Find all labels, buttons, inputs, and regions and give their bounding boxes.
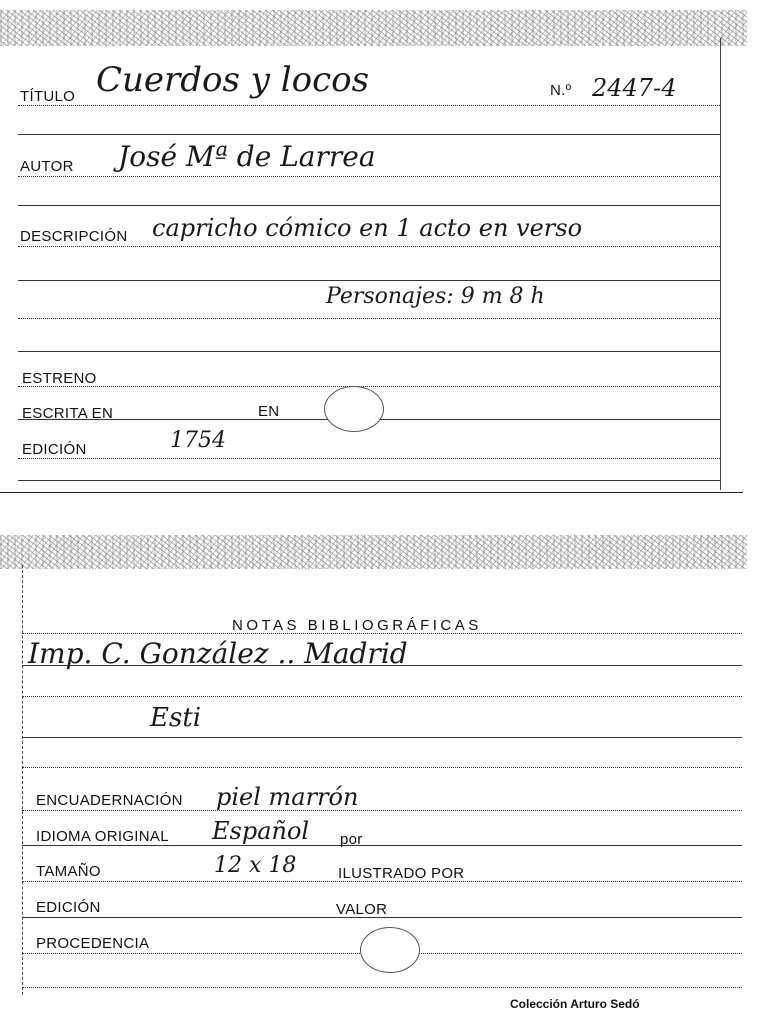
tamano-value: 12 x 18 — [214, 853, 297, 878]
idioma-value: Español — [212, 817, 310, 845]
descripcion-value: capricho cómico en 1 acto en verso — [152, 214, 583, 242]
rule-1 — [18, 134, 720, 135]
rule-edicion — [18, 458, 720, 459]
rule-autor — [18, 176, 720, 177]
rule-n1 — [22, 665, 742, 666]
rule-estreno — [18, 386, 720, 387]
rule-personajes — [18, 318, 720, 319]
estreno-label: ESTRENO — [22, 370, 97, 387]
scan-noise-border — [0, 10, 747, 46]
notas-title: NOTAS BIBLIOGRÁFICAS — [232, 617, 482, 634]
rule-descripcion — [18, 246, 720, 247]
card-separator — [0, 492, 743, 493]
collection-footer: Colección Arturo Sedó — [510, 997, 640, 1011]
edicion-value: 1754 — [170, 428, 226, 453]
rule-idioma — [22, 845, 742, 846]
titulo-value: Cuerdos y locos — [96, 60, 370, 100]
tamano-label: TAMAÑO — [36, 863, 101, 880]
punch-hole — [324, 386, 384, 432]
en-label: EN — [258, 403, 280, 420]
rule-n3 — [22, 737, 742, 738]
idioma-label: IDIOMA ORIGINAL — [36, 828, 169, 845]
catalog-card-bottom — [0, 535, 759, 1028]
escrita-en-label: ESCRITA EN — [22, 405, 114, 422]
numero-label: N.º — [550, 82, 572, 99]
encuadernacion-label: ENCUADERNACIÓN — [36, 792, 183, 809]
descripcion-label: DESCRIPCIÓN — [20, 228, 128, 245]
card-right-edge — [720, 38, 721, 490]
rule-tamano — [22, 881, 742, 882]
titulo-label: TÍTULO — [20, 88, 76, 105]
notas-line-2: Esti — [150, 703, 202, 733]
edicion-bottom-label: EDICIÓN — [36, 899, 101, 916]
numero-value: 2447-4 — [592, 74, 677, 102]
scan-noise-border — [0, 535, 747, 569]
notas-line-1: Imp. C. González .. Madrid — [28, 637, 408, 670]
rule-n2 — [22, 696, 742, 697]
edicion-label: EDICIÓN — [22, 441, 87, 458]
rule-3 — [18, 280, 720, 281]
ilustrado-por-label: ILUSTRADO POR — [338, 865, 465, 882]
card-left-edge — [22, 565, 23, 995]
rule-notas-title — [22, 633, 742, 634]
encuadernacion-value: piel marrón — [216, 783, 359, 811]
valor-label: VALOR — [336, 901, 388, 918]
rule-bottom — [22, 987, 742, 988]
rule-2 — [18, 205, 720, 206]
rule-n4 — [22, 767, 742, 768]
procedencia-label: PROCEDENCIA — [36, 935, 150, 952]
descripcion-extra: Personajes: 9 m 8 h — [326, 284, 545, 309]
punch-hole-bottom — [360, 927, 420, 973]
autor-value: José Mª de Larrea — [118, 140, 376, 173]
rule-encuadernacion — [22, 810, 742, 811]
rule-4 — [18, 351, 720, 352]
rule-edicion-bottom — [22, 917, 742, 918]
catalog-card-top — [0, 0, 759, 500]
autor-label: AUTOR — [20, 158, 74, 175]
rule-titulo — [18, 105, 720, 106]
rule-5 — [18, 480, 720, 481]
por-label: por — [340, 831, 363, 848]
